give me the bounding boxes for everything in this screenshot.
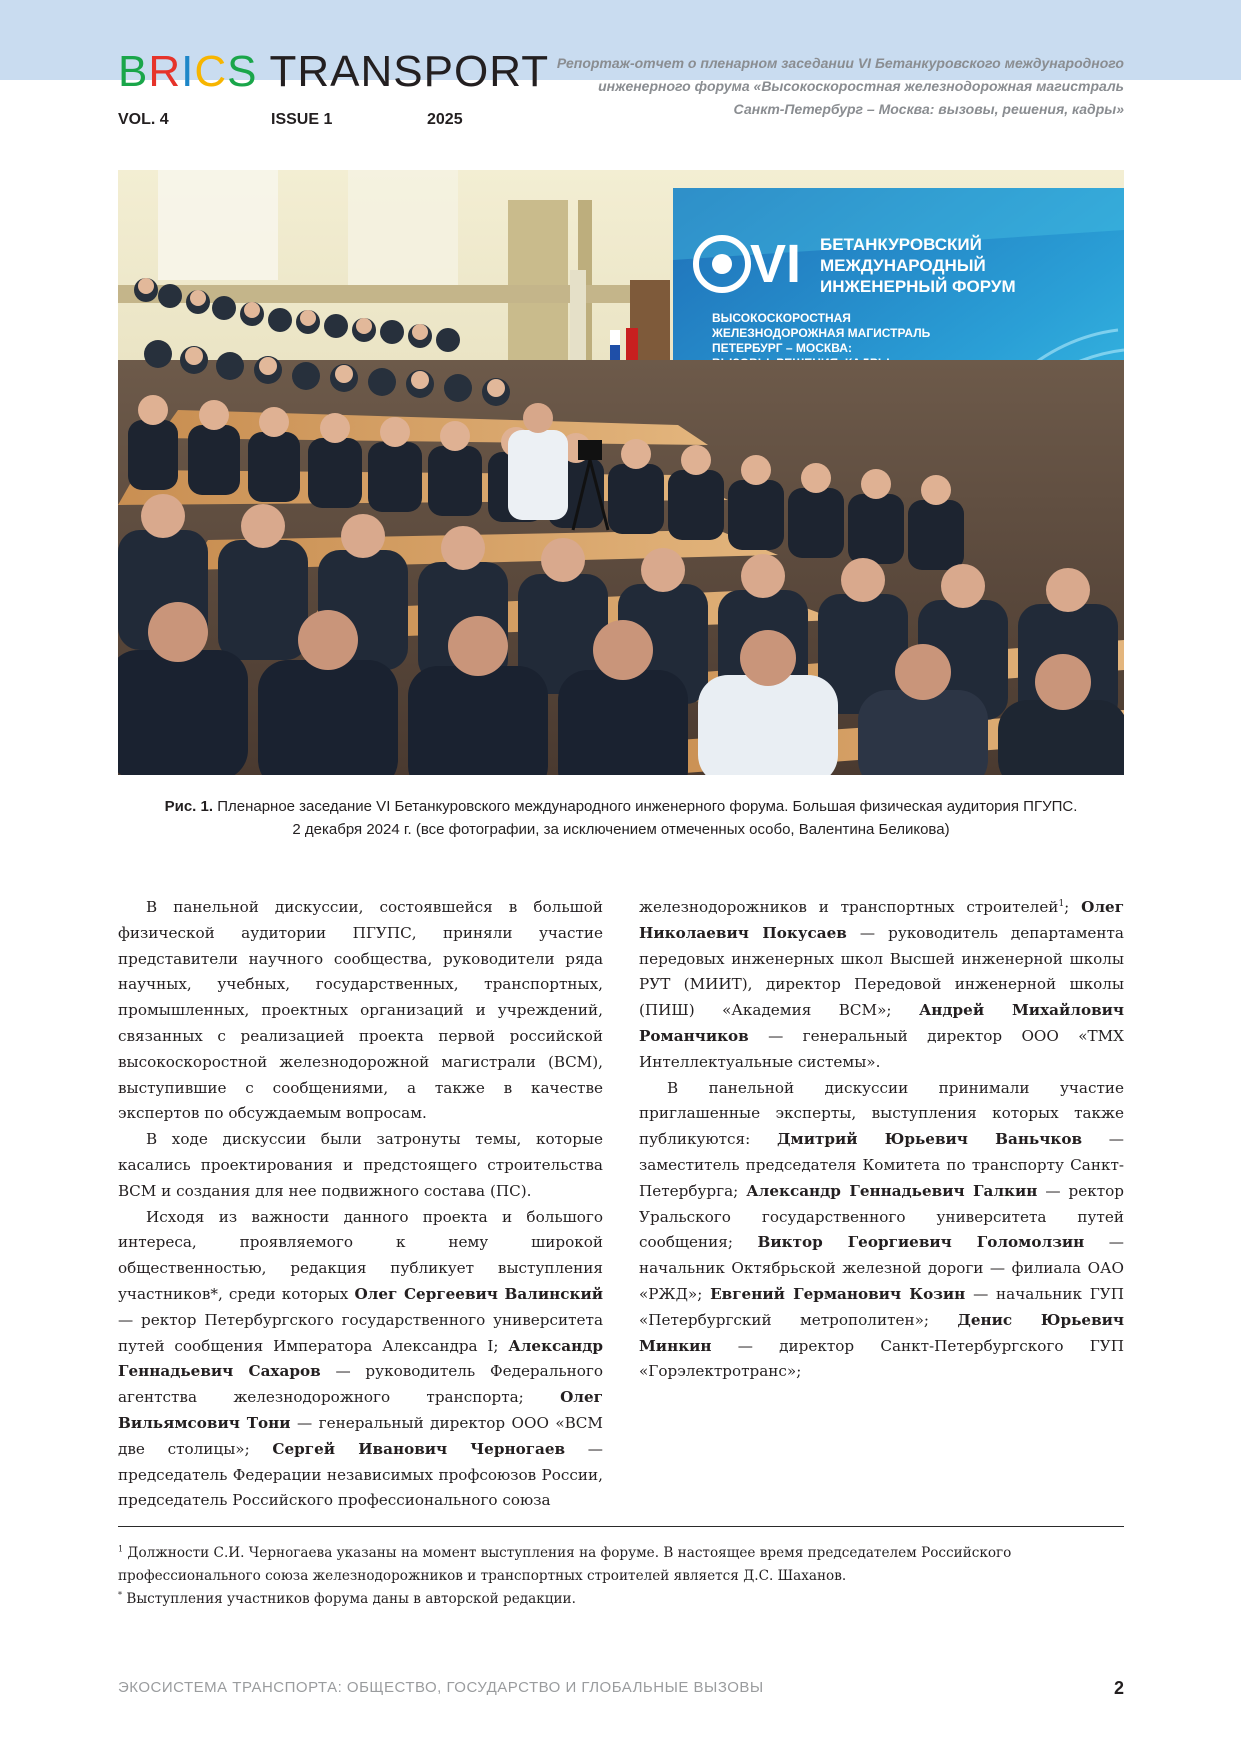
article-paragraph <box>639 895 1124 1076</box>
article-paragraph <box>639 1076 1124 1386</box>
screen-roman-numeral: VI <box>750 234 802 294</box>
participant-name: Сергей Иванович Черногаев <box>272 1439 566 1458</box>
logo-word: TRANSPORT <box>269 47 550 96</box>
text-run: — руководитель департамента передовых инженерных школ Высшей инженерной школы РУТ (МИИТ), директор Передовой инженерной школы (ПИШ) «Академия ВСМ»; <box>639 923 1124 1020</box>
footnotes <box>118 1542 1124 1611</box>
participant-name: Александр Геннадьевич Галкин <box>746 1181 1038 1200</box>
text-run: — заместитель председателя Комитета по транспорту Санкт-Петербурга; <box>639 1130 1124 1200</box>
logo-letter: C <box>194 47 228 96</box>
participant-name: Евгений Германович Козин <box>710 1284 966 1303</box>
forum-photo <box>118 170 1124 775</box>
footnote-item <box>118 1588 1124 1611</box>
text-run: — руководитель Федерального агентства железнодорожного транспорта; <box>118 1362 603 1407</box>
logo-brics <box>118 47 258 96</box>
logo-letter: B <box>118 47 149 96</box>
figure-label: Рис. 1. <box>164 798 214 815</box>
screen-subtitle-line: ВЫСОКОСКОРОСТНАЯ <box>712 311 851 325</box>
text-run: — начальник ГУП «Петербургский метрополитен»; <box>639 1284 1124 1329</box>
running-head-line: инженерного форума «Высокоскоростная железнодорожная магистраль <box>598 78 1124 94</box>
running-head-line: Репортаж-отчет о пленарном заседании VI Бетанкуровского международного <box>556 55 1124 71</box>
text-run: ; <box>1064 898 1082 916</box>
participant-name: Виктор Георгиевич Голомолзин <box>757 1233 1085 1252</box>
caption-text: Пленарное заседание VI Бетанкуровского международного инженерного форума. Большая физическая аудитория ПГУПС. <box>217 798 1078 815</box>
article-column-right <box>639 895 1124 1385</box>
participant-name: Андрей Михайлович Романчиков <box>639 1001 1125 1045</box>
page-footer <box>118 1675 1124 1701</box>
screen-title-line: ИНЖЕНЕРНЫЙ ФОРУМ <box>820 277 1016 296</box>
participant-name: Олег Сергеевич Валинский <box>354 1284 603 1303</box>
logo-letter: I <box>181 47 195 96</box>
text-run: В панельной дискуссии принимали участие приглашенные эксперты, выступления которых также публикуются: <box>639 1078 1124 1149</box>
volume-label: VOL. 4 <box>118 111 169 128</box>
participant-name: Олег Вильямсович Тони <box>118 1388 603 1432</box>
footnote-ref[interactable]: 1 <box>1058 898 1065 909</box>
screen-title-line: МЕЖДУНАРОДНЫЙ <box>820 256 986 275</box>
footnote-mark: * <box>118 1590 122 1600</box>
footnote-mark: 1 <box>118 1544 124 1554</box>
participant-name: Олег Николаевич Покусаев <box>639 898 1125 942</box>
issue-label: ISSUE 1 <box>271 111 333 128</box>
text-run: — генеральный директор ООО «ВСМ две столицы»; <box>118 1413 603 1458</box>
screen-subtitle-line: ПЕТЕРБУРГ – МОСКВА: <box>712 341 852 355</box>
figure-caption <box>118 795 1124 841</box>
text-run: — начальник Октябрьской железной дороги — филиала ОАО «РЖД»; <box>639 1233 1124 1303</box>
footnote-item <box>118 1542 1124 1588</box>
footnote-text: Должности С.И. Черногаева указаны на момент выступления на форуме. В настоящее время председателем Российского профессионального союза железнодорожников и транспортных строителей является Д.С. Шаханов. <box>118 1545 1012 1584</box>
running-head-line: Санкт-Петербург – Москва: вызовы, решения, кадры» <box>733 101 1124 117</box>
footnote-text: Выступления участников форума даны в авторской редакции. <box>126 1591 576 1607</box>
screen-subtitle-line: ЖЕЛЕЗНОДОРОЖНАЯ МАГИСТРАЛЬ <box>712 326 931 340</box>
text-run: железнодорожников и транспортных строителей <box>639 898 1059 916</box>
year-label: 2025 <box>427 111 463 128</box>
article-paragraph <box>118 1205 603 1515</box>
text-run: — генеральный директор ООО «ТМХ Интеллектуальные системы». <box>639 1026 1124 1071</box>
participant-name: Александр Геннадьевич Сахаров <box>118 1336 603 1381</box>
participant-name: Денис Юрьевич Минкин <box>639 1310 1125 1355</box>
participant-name: Дмитрий Юрьевич Ваньчков <box>777 1130 1083 1149</box>
text-run: Исходя из важности данного проекта и большого интереса, проявляемого к нему широкой общественностью, редакция публикует выступления участников*, среди которых <box>118 1207 603 1303</box>
logo-letter: R <box>148 47 182 96</box>
footnote-divider <box>118 1526 1124 1527</box>
page-number: 2 <box>1113 1678 1124 1698</box>
article-column-left <box>118 895 603 1514</box>
section-title: ЭКОСИСТЕМА ТРАНСПОРТА: ОБЩЕСТВО, ГОСУДАРСТВО И ГЛОБАЛЬНЫЕ ВЫЗОВЫ <box>118 1679 764 1696</box>
screen-title-line: БЕТАНКУРОВСКИЙ <box>820 235 982 254</box>
text-run: — ректор Петербургского государственного университета путей сообщения Императора Александра I; <box>118 1310 603 1355</box>
text-run: — ректор Уральского государственного университета путей сообщения; <box>639 1181 1124 1252</box>
running-head <box>424 52 1124 121</box>
caption-text: 2 декабря 2024 г. (все фотографии, за исключением отмеченных особо, Валентина Беликова) <box>292 821 950 838</box>
logo-letter: S <box>227 47 258 96</box>
article-paragraph: В ходе дискуссии были затронуты темы, которые касались проектирования и предстоящего строительства ВСМ и создания для нее подвижного состава (ПС). <box>118 1130 603 1200</box>
text-run: — директор Санкт-Петербургского ГУП «Горэлектротранс»; <box>639 1336 1124 1381</box>
article-paragraph: В панельной дискуссии, состоявшейся в большой физической аудитории ПГУПС, приняли участие представители научного сообщества, руководители ряда научных, учебных, государственных, транспортных, промышленных, проектных организаций и учреждений, связанных с реализацией проекта первой российской высокоскоростной железнодорожной магистрали (ВСМ), выступившие с сообщениями, а также в качестве экспертов по обсуждаемым вопросам. <box>118 898 603 1123</box>
text-run: — председатель Федерации независимых профсоюзов России, председатель Российского профессионального союза <box>118 1439 603 1510</box>
issue-info <box>118 109 468 131</box>
